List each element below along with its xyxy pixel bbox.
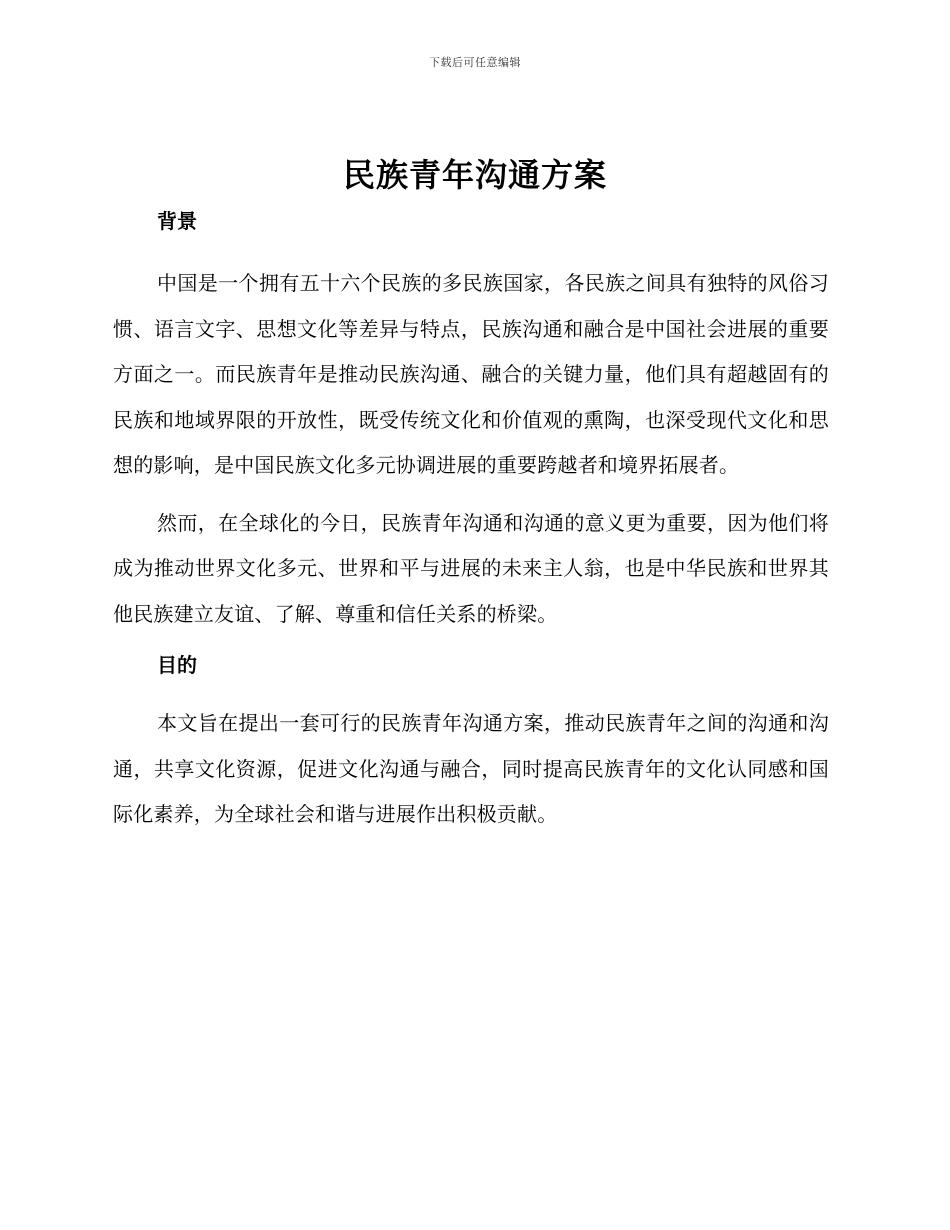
paragraph-background-2: 然而，在全球化的今日，民族青年沟通和沟通的意义更为重要，因为他们将成为推动世界文化多元、世界和平与进展的未来主人翁，也是中华民族和世界其他民族建立友谊、了解、尊重和信任关系的桥梁。 — [113, 510, 829, 626]
document-body — [113, 205, 829, 838]
document-title: 民族青年沟通方案 — [342, 156, 607, 194]
header-note: 下载后可任意编辑 — [429, 56, 521, 69]
paragraph-background-1: 中国是一个拥有五十六个民族的多民族国家，各民族之间具有独特的风俗习惯、语言文字、思想文化等差异与特点，民族沟通和融合是中国社会进展的重要方面之一。而民族青年是推动民族沟通、融合的关键力量，他们具有超越固有的民族和地域界限的开放性，既受传统文化和价值观的熏陶，也深受现代文化和思想的影响，是中国民族文化多元协调进展的重要跨越者和境界拓展者。 — [113, 271, 829, 477]
paragraph-purpose-1: 本文旨在提出一套可行的民族青年沟通方案，推动民族青年之间的沟通和沟通，共享文化资源，促进文化沟通与融合，同时提高民族青年的文化认同感和国际化素养，为全球社会和谐与进展作出积极贡献。 — [113, 711, 829, 826]
section-heading-purpose: 目的 — [157, 653, 197, 677]
section-heading-background: 背景 — [157, 209, 197, 233]
